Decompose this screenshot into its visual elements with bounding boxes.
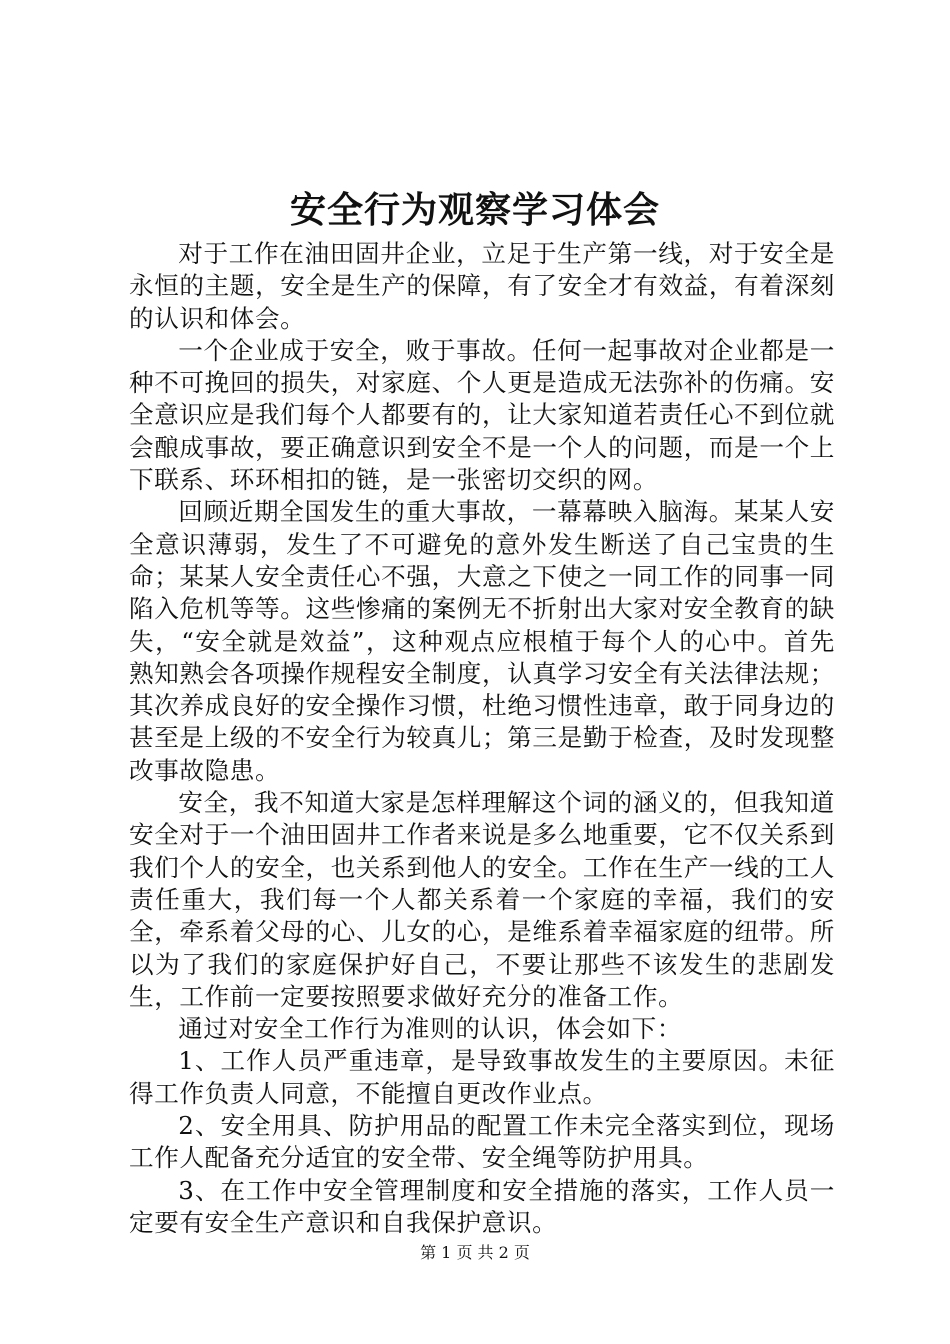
list-item-2: 2、安全用具、防护用品的配置工作未完全落实到位，现场工作人配备充分适宜的安全带、安全绳等防护用具。 — [129, 1111, 835, 1173]
paragraph-4: 安全，我不知道大家是怎样理解这个词的涵义的，但我知道安全对于一个油田固井工作者来说是多么地重要，它不仅关系到我们个人的安全，也关系到他人的安全。工作在生产一线的工人责任重大，我们每一个人都关系着一个家庭的幸福，我们的安全，牵系着父母的心、儿女的心，是维系着幸福家庭的纽带。所以为了我们的家庭保护好自己，不要让那些不该发生的悲剧发生，工作前一定要按照要求做好充分的准备工作。 — [129, 788, 835, 1011]
paragraph-1: 对于工作在油田固井企业，立足于生产第一线，对于安全是永恒的主题，安全是生产的保障，有了安全才有效益，有着深刻的认识和体会。 — [129, 239, 835, 333]
list-item-1: 1、工作人员严重违章，是导致事故发生的主要原因。未征得工作负责人同意，不能擅自更改作业点。 — [129, 1046, 835, 1108]
paragraph-3: 回顾近期全国发生的重大事故，一幕幕映入脑海。某某人安全意识薄弱，发生了不可避免的意外发生断送了自己宝贵的生命；某某人安全责任心不强，大意之下使之一同工作的同事一同陷入危机等等。这些惨痛的案例无不折射出大家对安全教育的缺失，“安全就是效益”，这种观点应根植于每个人的心中。首先熟知熟会各项操作规程安全制度，认真学习安全有关法律法规；其次养成良好的安全操作习惯，杜绝习惯性违章，敢于同身边的甚至是上级的不安全行为较真儿；第三是勤于检查，及时发现整改事故隐患。 — [129, 497, 835, 785]
document-body — [129, 238, 835, 1239]
page-number-footer: 第 1 页 共 2 页 — [420, 1243, 530, 1262]
paragraph-5: 通过对安全工作行为准则的认识，体会如下： — [178, 1014, 683, 1044]
paragraph-2: 一个企业成于安全，败于事故。任何一起事故对企业都是一种不可挽回的损失，对家庭、个人更是造成无法弥补的伤痛。安全意识应是我们每个人都要有的，让大家知道若责任心不到位就会酿成事故，要正确意识到安全不是一个人的问题，而是一个上下联系、环环相扣的链，是一张密切交织的网。 — [129, 335, 835, 495]
list-item-3: 3、在工作中安全管理制度和安全措施的落实，工作人员一定要有安全生产意识和自我保护意识。 — [129, 1175, 835, 1237]
document-title: 安全行为观察学习体会 — [289, 189, 660, 231]
